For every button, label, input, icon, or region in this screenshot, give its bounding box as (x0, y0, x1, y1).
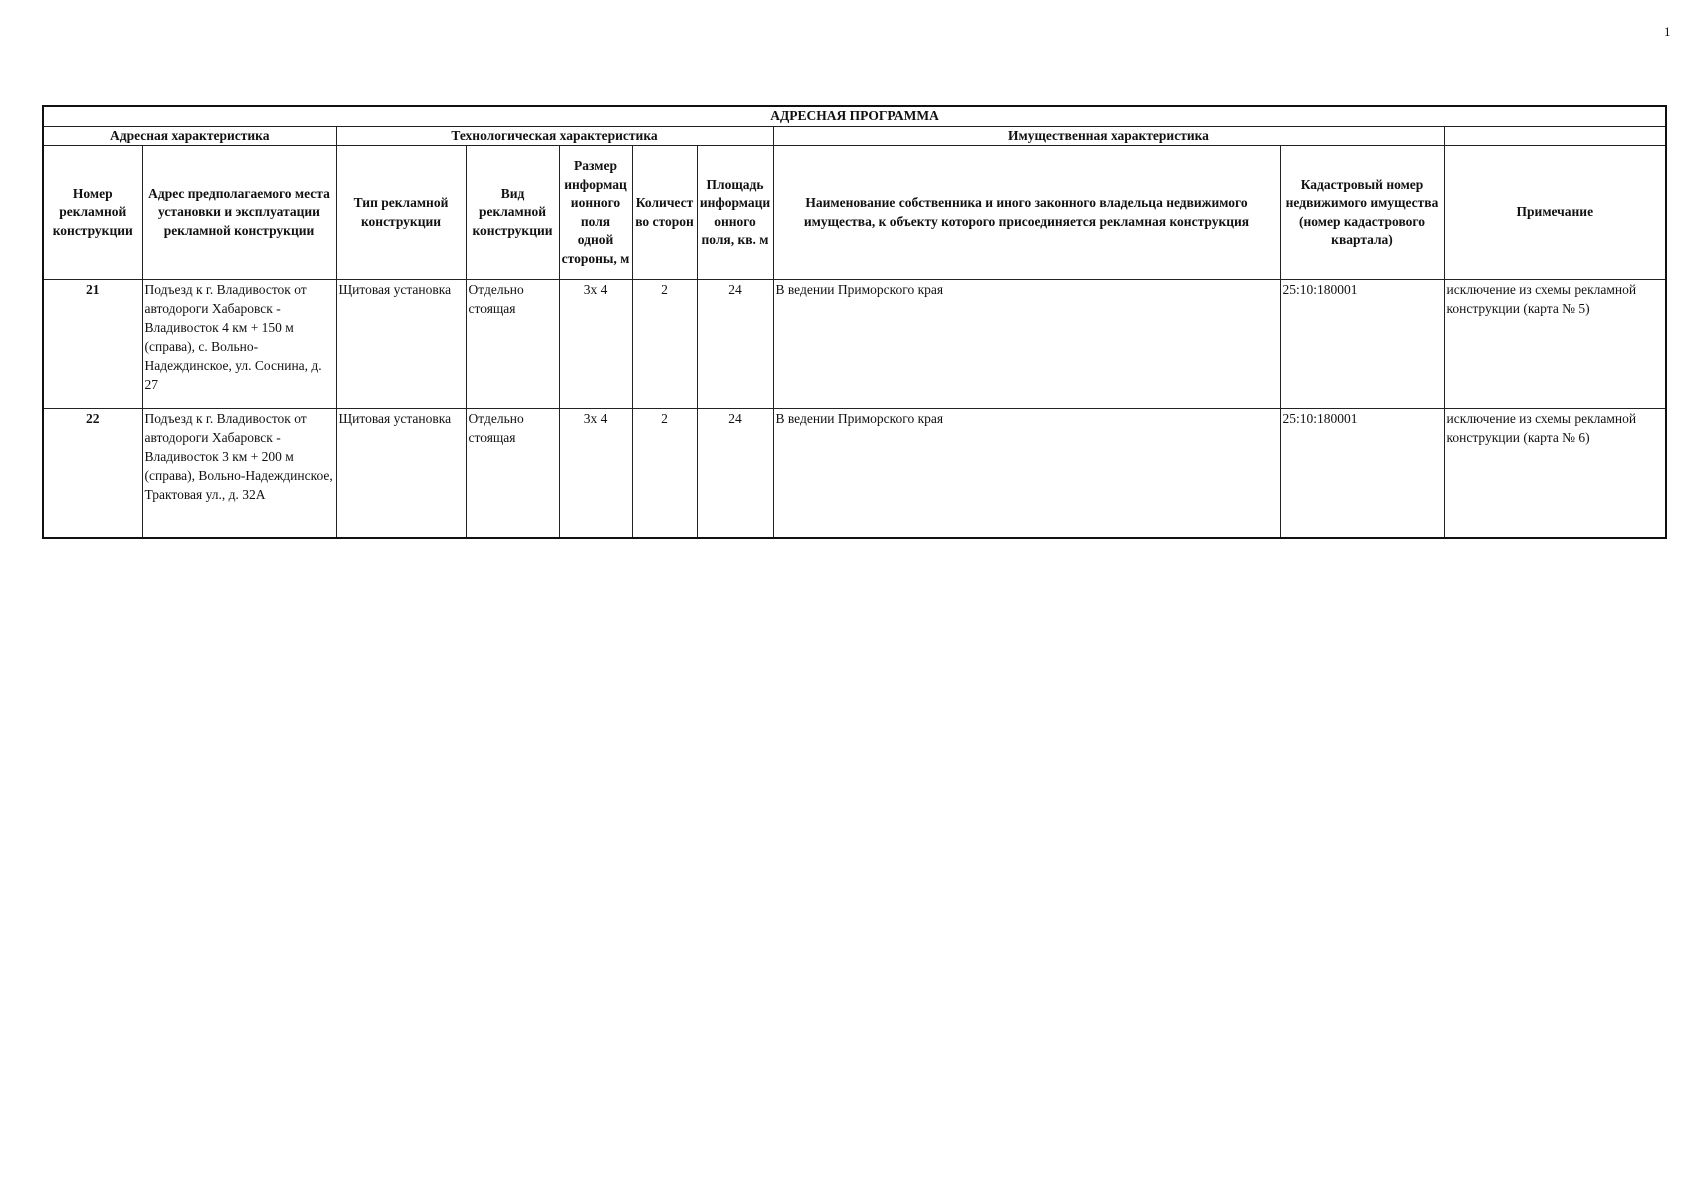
row-kind: Отдельно стоящая (466, 409, 559, 539)
row-number: 21 (43, 280, 142, 409)
row-type: Щитовая установка (336, 409, 466, 539)
column-header-cadastral: Кадастровый номер недвижимого имущества (номер кадастрового квартала) (1280, 146, 1444, 280)
row-size: 3х 4 (559, 409, 632, 539)
row-number: 22 (43, 409, 142, 539)
row-owner: В ведении Приморского края (773, 409, 1280, 539)
column-header-area: Площадь информационного поля, кв. м (697, 146, 773, 280)
group-header-empty (1444, 126, 1666, 146)
row-cadastral: 25:10:180001 (1280, 280, 1444, 409)
column-header-number: Номер рекламной конструкции (43, 146, 142, 280)
group-header-technology: Технологическая характеристика (336, 126, 773, 146)
address-program-table (42, 105, 1667, 539)
row-area: 24 (697, 409, 773, 539)
column-header-owner: Наименование собственника и иного законного владельца недвижимого имущества, к объекту которого присоединяется рекламная конструкция (773, 146, 1280, 280)
row-type: Щитовая установка (336, 280, 466, 409)
group-header-address: Адресная характеристика (43, 126, 336, 146)
table-title: АДРЕСНАЯ ПРОГРАММА (43, 106, 1666, 126)
row-sides: 2 (632, 280, 697, 409)
row-note: исключение из схемы рекламной конструкции (карта № 6) (1444, 409, 1666, 539)
column-header-kind: Вид рекламной конструкции (466, 146, 559, 280)
column-header-type: Тип рекламной конструкции (336, 146, 466, 280)
column-header-sides: Количество сторон (632, 146, 697, 280)
column-header-address: Адрес предполагаемого места установки и эксплуатации рекламной конструкции (142, 146, 336, 280)
row-size: 3х 4 (559, 280, 632, 409)
row-address: Подъезд к г. Владивосток от автодороги Хабаровск - Владивосток 3 км + 200 м (справа), Вольно-Надеждинское, Трактовая ул., д. 32А (142, 409, 336, 539)
table-row (43, 280, 1666, 409)
table-row (43, 409, 1666, 539)
row-owner: В ведении Приморского края (773, 280, 1280, 409)
row-note: исключение из схемы рекламной конструкции (карта № 5) (1444, 280, 1666, 409)
row-cadastral: 25:10:180001 (1280, 409, 1444, 539)
group-header-property: Имущественная характеристика (773, 126, 1444, 146)
row-sides: 2 (632, 409, 697, 539)
page-number: 1 (1664, 24, 1671, 39)
row-address: Подъезд к г. Владивосток от автодороги Хабаровск - Владивосток 4 км + 150 м (справа), с. Вольно-Надеждинское, ул. Соснина, д. 27 (142, 280, 336, 409)
column-header-size: Размер информационного поля одной стороны, м (559, 146, 632, 280)
column-header-note: Примечание (1444, 146, 1666, 280)
row-area: 24 (697, 280, 773, 409)
row-kind: Отдельно стоящая (466, 280, 559, 409)
